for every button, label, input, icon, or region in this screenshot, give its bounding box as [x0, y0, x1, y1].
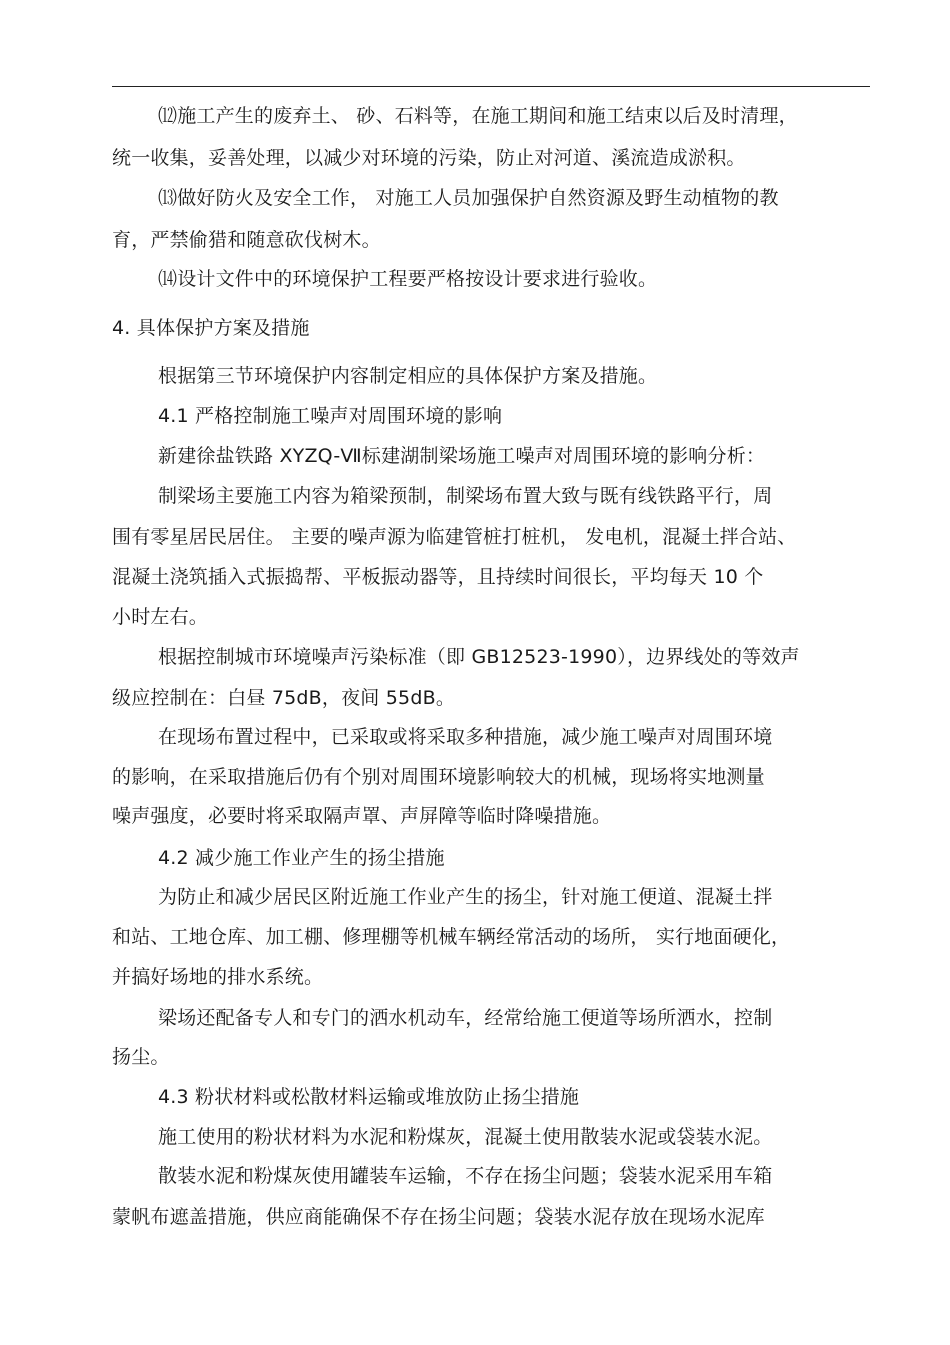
text-line: ⒀做好防火及安全工作， 对施工人员加强保护自然资源及野生动植物的教 [158, 187, 779, 209]
text-line: 新建徐盐铁路 XYZQ-Ⅶ标建湖制梁场施工噪声对周围环境的影响分析： [158, 445, 766, 467]
subsection-heading: 4.1 严格控制施工噪声对周围环境的影响 [158, 405, 503, 427]
text-line: 散装水泥和粉煤灰使用罐装车运输，不存在扬尘问题；袋装水泥采用车箱 [158, 1165, 773, 1187]
text-line: 围有零星居民居住。 主要的噪声源为临建管桩打桩机， 发电机，混凝土拌合站、 [112, 526, 797, 548]
text-line: ⒁设计文件中的环境保护工程要严格按设计要求进行验收。 [158, 268, 658, 290]
text-line: 统一收集，妥善处理，以减少对环境的污染，防止对河道、溪流造成淤积。 [112, 147, 746, 169]
text-line: 梁场还配备专人和专门的洒水机动车，经常给施工便道等场所洒水，控制 [158, 1007, 773, 1029]
text-line: 的影响，在采取措施后仍有个别对周围环境影响较大的机械，现场将实地测量 [112, 766, 765, 788]
section-heading: 4. 具体保护方案及措施 [112, 317, 310, 339]
text-line: 小时左右。 [112, 606, 209, 628]
text-line: 根据第三节环境保护内容制定相应的具体保护方案及措施。 [158, 365, 658, 387]
text-line: 噪声强度，必要时将采取隔声罩、声屏障等临时降噪措施。 [112, 805, 612, 827]
text-line: ⑿施工产生的废弃土、 砂、石料等，在施工期间和施工结束以后及时清理， [158, 105, 798, 127]
text-line: 为防止和减少居民区附近施工作业产生的扬尘，针对施工便道、混凝土拌 [158, 886, 773, 908]
text-line: 混凝土浇筑插入式振捣帮、平板振动器等，且持续时间很长，平均每天 10 个 [112, 566, 764, 588]
text-line: 和站、工地仓库、加工棚、修理棚等机械车辆经常活动的场所， 实行地面硬化， [112, 926, 791, 948]
text-line: 级应控制在：白昼 75dB，夜间 55dB。 [112, 687, 456, 709]
text-line: 根据控制城市环境噪声污染标准（即 GB12523-1990），边界线处的等效声 [158, 646, 800, 668]
text-line: 蒙帆布遮盖措施，供应商能确保不存在扬尘问题；袋装水泥存放在现场水泥库 [112, 1206, 765, 1228]
text-line: 育，严禁偷猎和随意砍伐树木。 [112, 229, 381, 251]
text-line: 施工使用的粉状材料为水泥和粉煤灰，混凝土使用散装水泥或袋装水泥。 [158, 1126, 773, 1148]
text-line: 在现场布置过程中，已采取或将采取多种措施，减少施工噪声对周围环境 [158, 726, 773, 748]
text-line: 并搞好场地的排水系统。 [112, 966, 324, 988]
text-line: 制梁场主要施工内容为箱梁预制，制梁场布置大致与既有线铁路平行，周 [158, 485, 773, 507]
header-rule [112, 86, 870, 87]
text-line: 扬尘。 [112, 1046, 170, 1068]
subsection-heading: 4.3 粉状材料或松散材料运输或堆放防止扬尘措施 [158, 1086, 580, 1108]
subsection-heading: 4.2 减少施工作业产生的扬尘措施 [158, 847, 445, 869]
